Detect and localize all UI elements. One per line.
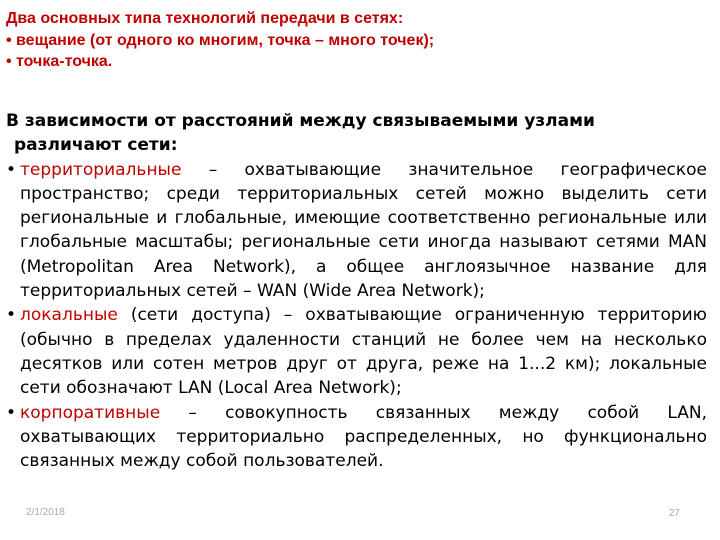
intro-title: Два основных типа технологий передачи в сетях: [6, 10, 404, 27]
desc-territorial: – охватывающие значительное географическое пространство; среди территориальных сетей можно выделить сети региональные и глобальные, имеющие соответственно региональные или глобальные масштабы; региональные сети иногда называют сетями MAN (Metropolitan Area Network), а общее англоязычное название для территориальных сетей – WAN (Wide Area Network); [20, 159, 707, 302]
desc-corporate: – совокупность связанных между собой LAN, охватывающих территориально распределенных, но функционально связанных между собой пользователей. [20, 402, 707, 472]
section-heading-line1: В зависимости от расстояний между связываемыми узлами [6, 111, 595, 131]
footer-date: 2/1/2018 [26, 507, 65, 518]
list-item-local [6, 303, 707, 400]
bullet-icon: • [6, 305, 17, 326]
bullet-icon: • [6, 159, 17, 180]
section-heading-line2: различают сети: [14, 135, 178, 156]
section-heading [6, 109, 707, 158]
desc-local: (сети доступа) – охватывающие ограниченную территорию (обычно в пределах удаленности станций не более чем на несколько десятков или сотен метров друг от друга, реже на 1...2 км); локальные сети обозначают LAN (Local Area Network); [20, 305, 707, 399]
intro-item-broadcast: • вещание (от одного ко многим, точка – много точек); [6, 31, 435, 49]
term-territorial: территориальные [20, 159, 182, 180]
list-item-territorial [6, 158, 707, 304]
term-local: локальные [20, 305, 118, 326]
intro-item-point-to-point: • точка-точка. [6, 53, 113, 70]
network-types-section [6, 109, 707, 473]
list-item-corporate [6, 401, 707, 474]
bullet-icon: • [6, 402, 17, 423]
page-number: 27 [668, 508, 680, 519]
intro-block [6, 8, 706, 73]
term-corporate: корпоративные [20, 402, 161, 423]
